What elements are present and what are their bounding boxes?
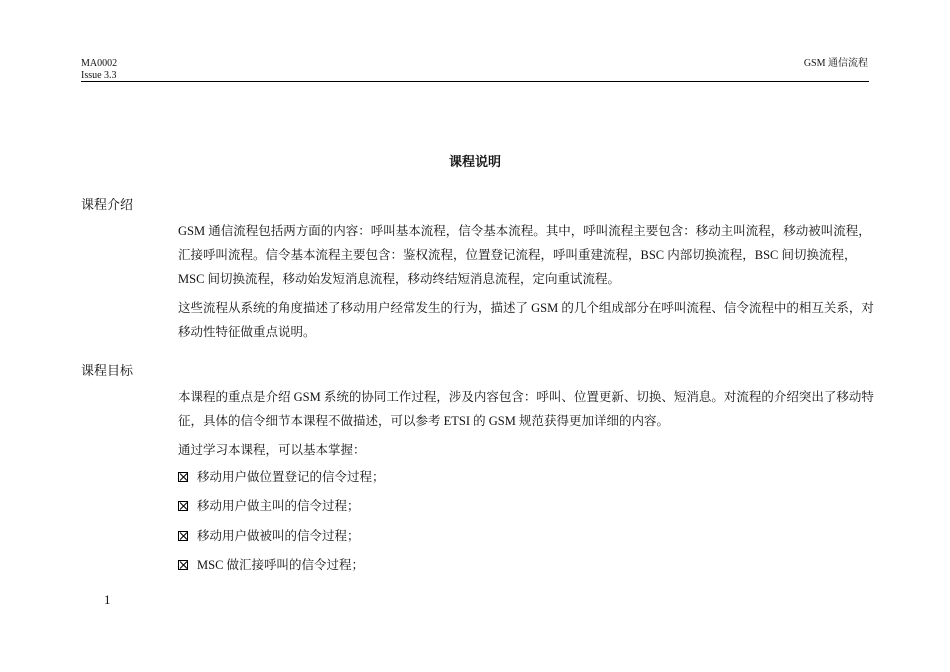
doc-name: GSM 通信流程 — [803, 58, 868, 69]
goals-paragraph-1: 本课程的重点是介绍 GSM 系统的协同工作过程，涉及内容包含：呼叫、位置更新、切换、短消息。对流程的介绍突出了移动特征，具体的信令细节本课程不做描述，可以参考 ETSI 的 GSM 规范获得更加详细的内容。 — [178, 390, 874, 428]
section-label-goals: 课程目标 — [81, 363, 134, 378]
doc-id: MA0002 — [81, 58, 118, 69]
list-item-text: 移动用户做位置登记的信令过程； — [197, 470, 385, 484]
list-item — [178, 526, 360, 546]
intro-paragraph-1: GSM 通信流程包括两方面的内容：呼叫基本流程，信令基本流程。其中，呼叫流程主要包含：移动主叫流程，移动被叫流程，汇接呼叫流程。信令基本流程主要包含：鉴权流程，位置登记流程，呼叫重建流程，BSC 内部切换流程，BSC 间切换流程，MSC 间切换流程，移动始发短消息流程，移动终结短消息流程，定向重试流程。 — [178, 224, 871, 286]
checkbox-x-icon — [178, 531, 188, 541]
checkbox-x-icon — [178, 501, 188, 511]
list-item — [178, 467, 385, 487]
list-item-text: MSC 做汇接呼叫的信令过程； — [197, 558, 365, 572]
checkbox-x-icon — [178, 472, 188, 482]
list-item-text: 移动用户做被叫的信令过程； — [197, 529, 360, 543]
goals-paragraph-2: 通过学习本课程，可以基本掌握： — [178, 443, 366, 457]
page-number: 1 — [104, 592, 111, 607]
checkbox-x-icon — [178, 560, 188, 570]
page-title: 课程说明 — [448, 154, 501, 169]
list-item-text: 移动用户做主叫的信令过程； — [197, 499, 360, 513]
header-left — [81, 58, 117, 82]
section-label-intro: 课程介绍 — [81, 197, 134, 212]
list-item — [178, 555, 364, 575]
intro-paragraph-2: 这些流程从系统的角度描述了移动用户经常发生的行为，描述了 GSM 的几个组成部分在呼叫流程、信令流程中的相互关系，对移动性特征做重点说明。 — [178, 301, 874, 339]
header-rule — [81, 81, 869, 82]
doc-issue: Issue 3.3 — [81, 70, 117, 81]
list-item — [178, 496, 360, 516]
